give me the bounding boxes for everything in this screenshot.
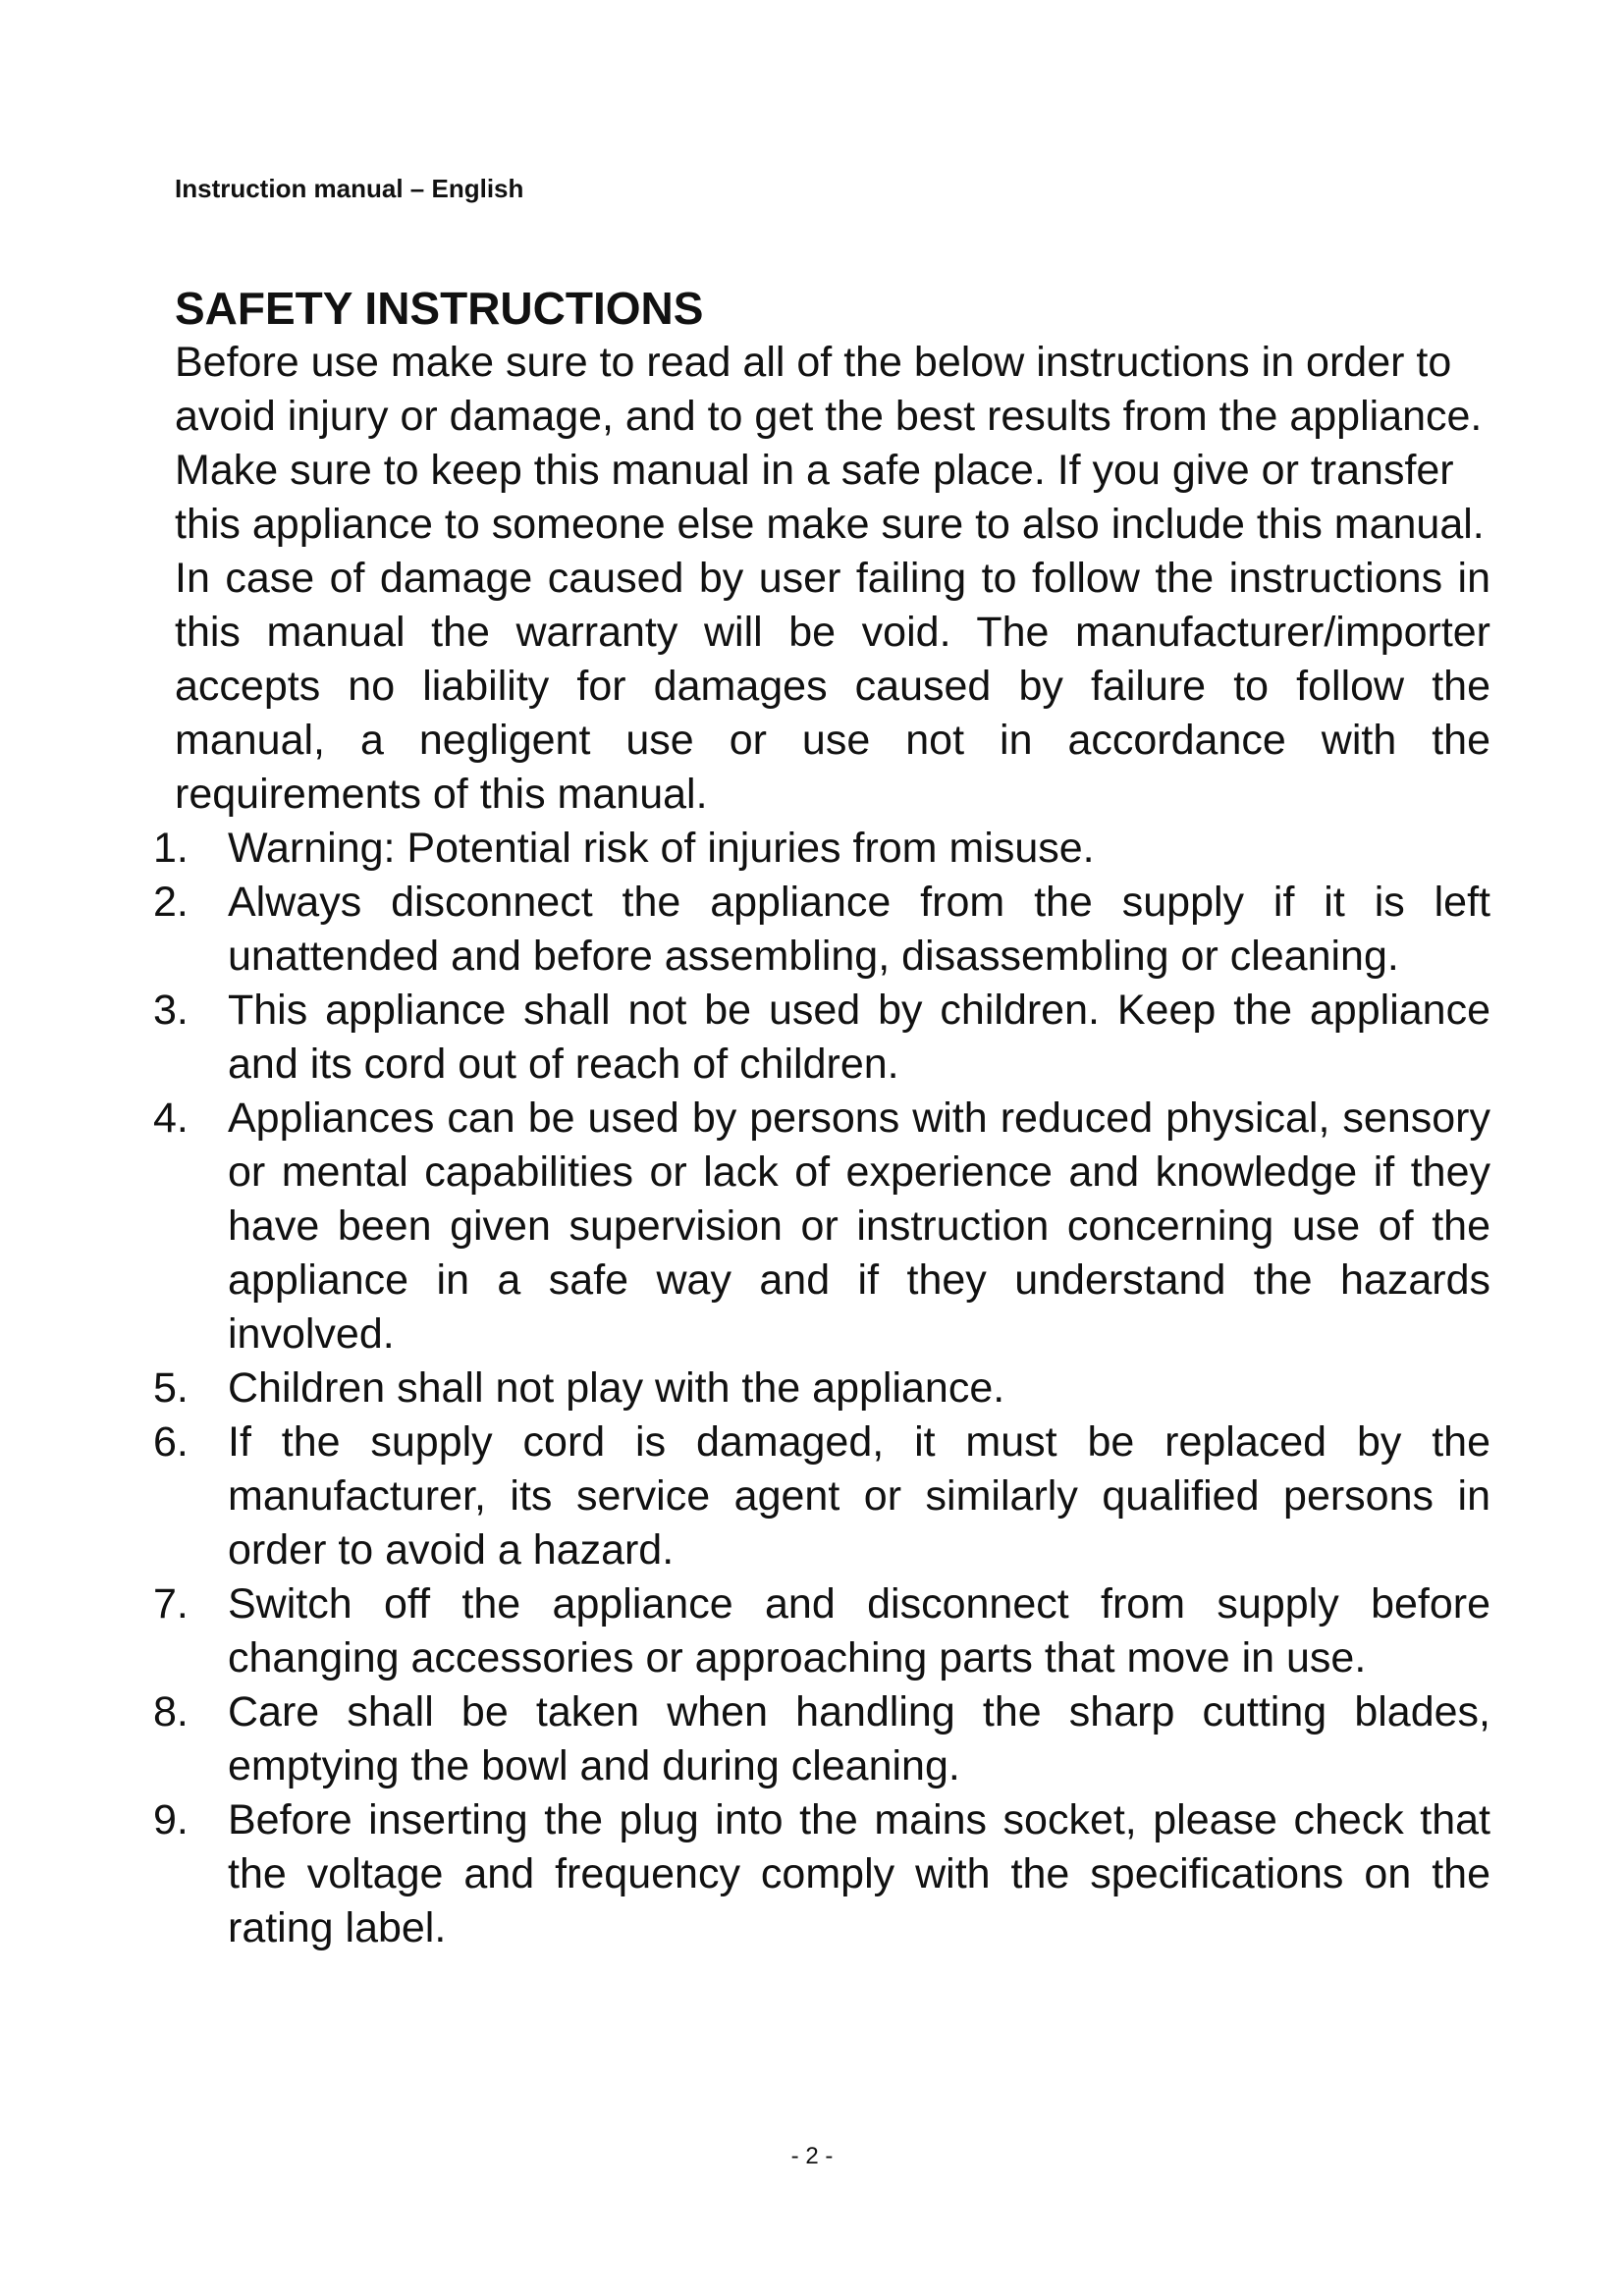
running-header: Instruction manual – English [175, 174, 524, 203]
safety-item-number: 8. [153, 1688, 189, 1735]
safety-item-number: 1. [153, 825, 189, 872]
safety-item-list [153, 822, 1490, 1955]
safety-item-number: 9. [153, 1796, 189, 1843]
safety-item-text: Always disconnect the appliance from the supply if it is left unattended and before assembling, disassembling or cleaning. [228, 879, 1490, 980]
safety-item-text: Warning: Potential risk of injuries from misuse. [228, 825, 1095, 872]
safety-item-7 [153, 1577, 1490, 1685]
safety-item-number: 2. [153, 879, 189, 926]
safety-item-8 [153, 1685, 1490, 1793]
safety-item-1 [153, 822, 1490, 876]
safety-item-text: This appliance shall not be used by children. Keep the appliance and its cord out of reach of children. [228, 987, 1490, 1088]
safety-item-text: Children shall not play with the appliance. [228, 1364, 1005, 1412]
intro-paragraph-warranty: In case of damage caused by user failing to follow the instructions in this manual the warranty will be void. The manufacturer/importer accepts no liability for damages caused by failure to follow the manual, a negligent use or use not in accordance with the requirements of this manual. [175, 555, 1490, 818]
safety-item-number: 7. [153, 1580, 189, 1628]
safety-item-6 [153, 1415, 1490, 1577]
safety-item-text: If the supply cord is damaged, it must be replaced by the manufacturer, its service agent or similarly qualified persons in order to avoid a hazard. [228, 1418, 1490, 1574]
safety-item-text: Switch off the appliance and disconnect from supply before changing accessories or approaching parts that move in use. [228, 1580, 1490, 1682]
safety-item-number: 3. [153, 987, 189, 1034]
safety-section [153, 281, 1490, 1955]
safety-item-5 [153, 1362, 1490, 1415]
safety-item-4 [153, 1092, 1490, 1362]
safety-item-2 [153, 876, 1490, 984]
safety-item-number: 5. [153, 1364, 189, 1412]
safety-item-number: 4. [153, 1095, 189, 1142]
intro-paragraph-read-instructions: Before use make sure to read all of the below instructions in order to avoid injury or damage, and to get the best results from the appliance. Make sure to keep this manual in a safe place. If you give or transfer this appliance to someone else make sure to also include this manual. [175, 339, 1485, 548]
section-title: SAFETY INSTRUCTIONS [175, 283, 704, 334]
safety-item-3 [153, 984, 1490, 1092]
safety-item-text: Care shall be taken when handling the sharp cutting blades, emptying the bowl and during cleaning. [228, 1688, 1490, 1789]
safety-item-text: Appliances can be used by persons with reduced physical, sensory or mental capabilities or lack of experience and knowledge if they have been given supervision or instruction concerning use of the appliance in a safe way and if they understand the hazards involved. [228, 1095, 1490, 1358]
safety-item-9 [153, 1793, 1490, 1955]
page-number: - 2 - [790, 2143, 834, 2169]
safety-item-text: Before inserting the plug into the mains socket, please check that the voltage and frequency comply with the specifications on the rating label. [228, 1796, 1490, 1951]
safety-item-number: 6. [153, 1418, 189, 1466]
